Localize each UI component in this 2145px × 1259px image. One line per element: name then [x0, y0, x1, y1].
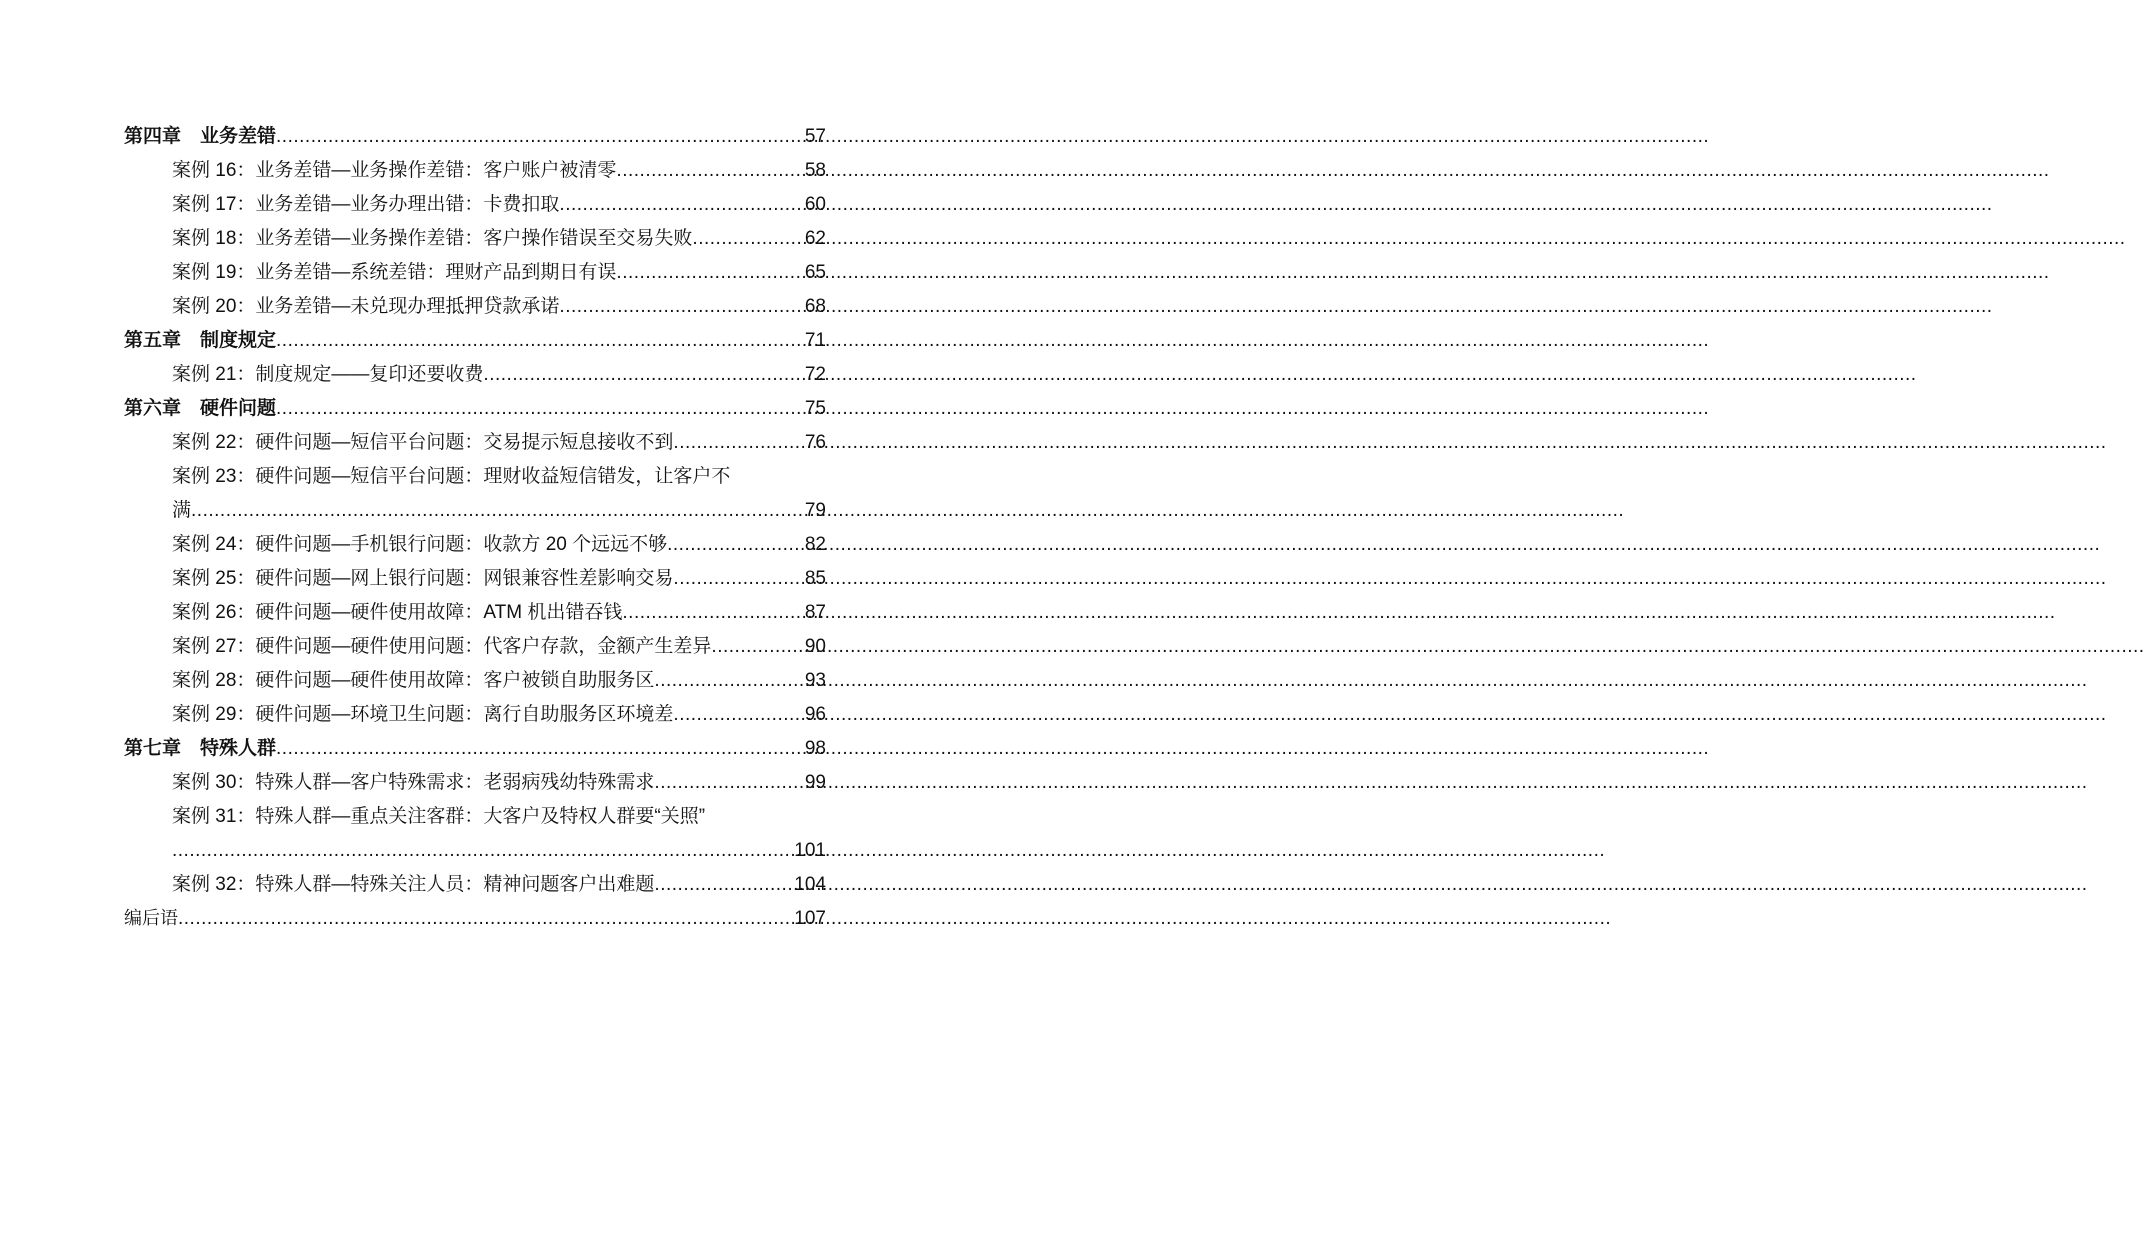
toc-entry-page: 79	[804, 500, 826, 521]
toc-case-25[interactable]	[124, 562, 826, 596]
toc-chapter-4[interactable]	[124, 120, 826, 154]
toc-case-28[interactable]	[124, 664, 826, 698]
toc-entry-page: 71	[804, 330, 826, 351]
toc-entry-page: 57	[804, 126, 826, 147]
toc-case-17[interactable]	[124, 188, 826, 222]
dot-leader	[711, 630, 804, 664]
dot-leader	[616, 256, 804, 290]
dot-leader	[673, 562, 804, 596]
toc-entry-page: 85	[804, 568, 826, 589]
toc-entry-title: 案例 27：硬件问题—硬件使用问题：代客户存款，金额产生差异	[172, 636, 712, 657]
dot-leader	[673, 698, 804, 732]
toc-entry-title: 案例 26：硬件问题—硬件使用故障：ATM 机出错吞钱	[172, 602, 623, 623]
toc-entry-title: 案例 18：业务差错—业务操作差错：客户操作错误至交易失败	[172, 228, 693, 249]
toc-case-19[interactable]	[124, 256, 826, 290]
dot-leader	[191, 494, 805, 528]
toc-entry-title: 第五章 制度规定	[124, 330, 277, 351]
toc-entry-page: 58	[804, 160, 826, 181]
dot-leader	[276, 324, 805, 358]
toc-case-18[interactable]	[124, 222, 826, 256]
toc-entry-page: 93	[804, 670, 826, 691]
toc-case-31[interactable]	[124, 800, 826, 868]
toc-case-26[interactable]	[124, 596, 826, 630]
dot-leader	[559, 188, 804, 222]
toc-entry-page: 62	[804, 228, 826, 249]
dot-leader	[276, 732, 805, 766]
toc-entry-page: 104	[794, 874, 826, 895]
dot-leader	[178, 902, 794, 936]
toc-chapter-7[interactable]	[124, 732, 826, 766]
toc-entry-title: 第六章 硬件问题	[124, 398, 277, 419]
dot-leader	[483, 358, 804, 392]
dot-leader	[276, 392, 805, 426]
dot-leader	[654, 664, 804, 698]
toc-case-32[interactable]	[124, 868, 826, 902]
toc-entry-title: 案例 17：业务差错—业务办理出错：卡费扣取	[172, 194, 560, 215]
toc-entry-page: 76	[804, 432, 826, 453]
toc-entry-page: 107	[794, 908, 826, 929]
toc-entry-title: 案例 28：硬件问题—硬件使用故障：客户被锁自助服务区	[172, 670, 655, 691]
toc-case-29[interactable]	[124, 698, 826, 732]
dot-leader	[673, 426, 804, 460]
table-of-contents	[124, 120, 826, 936]
toc-entry-page: 101	[794, 840, 826, 861]
toc-entry-title: 案例 19：业务差错—系统差错：理财产品到期日有误	[172, 262, 617, 283]
toc-entry-title: 案例 30：特殊人群—客户特殊需求：老弱病残幼特殊需求	[172, 772, 655, 793]
toc-case-21[interactable]	[124, 358, 826, 392]
toc-entry-title-continued: 满	[172, 500, 192, 521]
toc-entry-page: 82	[804, 534, 826, 555]
toc-entry-title: 案例 16：业务差错—业务操作差错：客户账户被清零	[172, 160, 617, 181]
toc-entry-title: 案例 21：制度规定——复印还要收费	[172, 364, 484, 385]
dot-leader	[654, 868, 794, 902]
toc-entry-page: 96	[804, 704, 826, 725]
toc-entry-page: 99	[804, 772, 826, 793]
toc-chapter-6[interactable]	[124, 392, 826, 426]
toc-entry-title: 案例 25：硬件问题—网上银行问题：网银兼容性差影响交易	[172, 568, 674, 589]
toc-case-23[interactable]	[124, 460, 826, 528]
toc-entry-title: 编后语	[124, 908, 178, 929]
toc-entry-page: 68	[804, 296, 826, 317]
toc-entry-page: 90	[804, 636, 826, 657]
dot-leader	[654, 766, 804, 800]
dot-leader	[692, 222, 804, 256]
toc-case-20[interactable]	[124, 290, 826, 324]
toc-entry-page: 98	[804, 738, 826, 759]
toc-entry-title: 案例 20：业务差错—未兑现办理抵押贷款承诺	[172, 296, 560, 317]
dot-leader	[622, 596, 804, 630]
toc-case-22[interactable]	[124, 426, 826, 460]
toc-afterword[interactable]	[124, 902, 826, 936]
toc-entry-title: 第七章 特殊人群	[124, 738, 277, 759]
dot-leader	[616, 154, 804, 188]
toc-entry-title: 案例 29：硬件问题—环境卫生问题：离行自助服务区环境差	[172, 704, 674, 725]
toc-entry-title: 案例 24：硬件问题—手机银行问题：收款方 20 个远远不够	[172, 534, 668, 555]
dot-leader	[667, 528, 805, 562]
toc-entry-page: 65	[804, 262, 826, 283]
toc-entry-page: 60	[804, 194, 826, 215]
toc-case-27[interactable]	[124, 630, 826, 664]
toc-entry-title: 第四章 业务差错	[124, 126, 277, 147]
dot-leader	[172, 834, 794, 868]
toc-case-16[interactable]	[124, 154, 826, 188]
toc-case-24[interactable]	[124, 528, 826, 562]
toc-chapter-5[interactable]	[124, 324, 826, 358]
toc-entry-title: 案例 32：特殊人群—特殊关注人员：精神问题客户出难题	[172, 874, 655, 895]
toc-entry-title: 案例 22：硬件问题—短信平台问题：交易提示短息接收不到	[172, 432, 674, 453]
toc-entry-page: 87	[804, 602, 826, 623]
toc-case-30[interactable]	[124, 766, 826, 800]
toc-entry-page: 72	[804, 364, 826, 385]
dot-leader	[276, 120, 805, 154]
dot-leader	[559, 290, 804, 324]
toc-entry-title: 案例 23：硬件问题—短信平台问题：理财收益短信错发，让客户不	[172, 466, 731, 487]
toc-entry-page: 75	[804, 398, 826, 419]
toc-entry-title: 案例 31：特殊人群—重点关注客群：大客户及特权人群要“关照”	[172, 806, 706, 827]
